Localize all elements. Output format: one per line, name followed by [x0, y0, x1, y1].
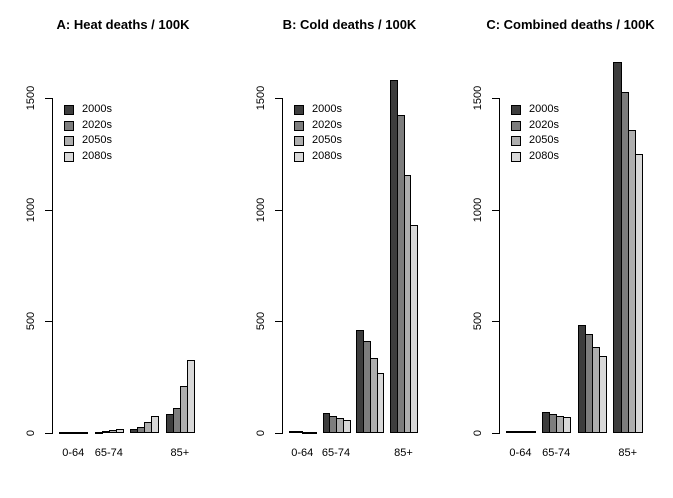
panel-a-y-tick-label: 0	[25, 429, 37, 437]
panel-a-y-tick	[45, 321, 52, 322]
panel-c-y-tick	[492, 98, 499, 99]
panel-b-legend-swatch-2080s	[294, 152, 304, 162]
panel-b-x-label-0-64: 0-64	[291, 447, 314, 459]
panel-a-y-tick	[45, 98, 52, 99]
bar-2080s-75-84	[151, 416, 159, 433]
panel-c-x-label-0-64: 0-64	[509, 447, 532, 459]
panel-a-y-tick-label: 500	[25, 312, 37, 331]
panel-b-x-label-85plus: 85+	[394, 447, 413, 459]
panel-a-legend-swatch-2050s	[64, 136, 74, 146]
bar-2080s-85plus	[187, 360, 195, 433]
panel-a-x-label-85plus: 85+	[170, 447, 190, 459]
bar-2080s-0-64	[309, 432, 317, 434]
panel-b-legend-swatch-2020s	[294, 121, 304, 131]
panel-c-y-tick-label: 0	[472, 429, 484, 437]
panel-c-legend-label-2000s: 2000s	[529, 103, 559, 115]
panel-c-legend-label-2020s: 2020s	[529, 118, 559, 131]
panel-a-y-tick	[45, 433, 52, 434]
panel-c-y-tick-label: 1500	[472, 85, 484, 111]
panel-b-y-tick	[275, 321, 282, 322]
panel-b-legend-label-2080s: 2080s	[312, 149, 342, 162]
panel-a-y-tick-label: 1500	[25, 85, 37, 111]
panel-b-y-tick-label: 1000	[255, 197, 267, 222]
bar-2080s-65-74	[116, 429, 124, 433]
panel-a-legend-swatch-2080s	[64, 152, 74, 162]
panel-c-legend-swatch-2080s	[511, 152, 521, 162]
panel-b-y-tick-label: 500	[255, 312, 267, 331]
panel-a-y-axis-line	[52, 98, 53, 434]
panel-c-x-label-85plus: 85+	[618, 447, 638, 459]
bar-2080s-0-64	[80, 432, 88, 434]
panel-c-legend-swatch-2050s	[511, 136, 521, 146]
bar-2080s-75-84	[599, 356, 607, 433]
panel-c-legend-swatch-2020s	[511, 121, 521, 131]
bar-2080s-65-74	[343, 420, 351, 433]
panel-b-y-tick-label: 1500	[255, 85, 267, 111]
panel-a-legend-swatch-2000s	[64, 105, 74, 115]
panel-a-y-tick-label: 1000	[25, 197, 37, 222]
panel-c-legend-swatch-2000s	[511, 105, 521, 115]
bar-2080s-85plus	[410, 225, 418, 433]
panel-a-legend-label-2020s: 2020s	[82, 118, 112, 131]
panel-c-x-label-65-74: 65-74	[542, 447, 571, 459]
panel-b-legend-label-2020s: 2020s	[312, 118, 342, 131]
panel-a-legend-label-2080s: 2080s	[82, 149, 112, 162]
bar-2080s-85plus	[635, 154, 643, 433]
panel-b-title: B: Cold deaths / 100K	[282, 17, 417, 32]
panel-c-y-tick-label: 500	[472, 312, 484, 331]
panel-c-title: C: Combined deaths / 100K	[486, 17, 655, 32]
panel-c-legend-label-2050s: 2050s	[529, 134, 559, 146]
panel-b-legend-swatch-2050s	[294, 136, 304, 146]
panel-b-legend-swatch-2000s	[294, 105, 304, 115]
panel-b-legend-label-2000s: 2000s	[312, 103, 342, 115]
panel-c-legend-label-2080s: 2080s	[529, 149, 559, 162]
panel-a-x-label-65-74: 65-74	[94, 447, 123, 459]
panel-b-y-tick-label: 0	[255, 429, 267, 437]
panel-c-y-tick	[492, 210, 499, 211]
panel-a-legend-label-2000s: 2000s	[82, 103, 112, 115]
panel-a-x-label-0-64: 0-64	[62, 447, 85, 459]
panel-c-y-tick	[492, 321, 499, 322]
panel-a-legend-swatch-2020s	[64, 121, 74, 131]
bar-2080s-65-74	[563, 417, 571, 433]
panel-b-y-tick	[275, 98, 282, 99]
panel-b-x-label-65-74: 65-74	[321, 447, 351, 459]
bar-2080s-75-84	[377, 373, 385, 433]
panel-c-y-axis-line	[499, 98, 500, 434]
panel-c-y-tick	[492, 433, 499, 434]
panel-b-legend-label-2050s: 2050s	[312, 134, 342, 146]
panel-c-y-tick-label: 1000	[472, 197, 484, 222]
panel-a-legend-label-2050s: 2050s	[82, 134, 112, 146]
panel-b-y-axis-line	[282, 98, 283, 434]
bar-2080s-0-64	[528, 431, 536, 433]
panel-a-y-tick	[45, 210, 52, 211]
panel-a-title: A: Heat deaths / 100K	[56, 17, 190, 32]
panel-b-y-tick	[275, 210, 282, 211]
panel-b-y-tick	[275, 433, 282, 434]
